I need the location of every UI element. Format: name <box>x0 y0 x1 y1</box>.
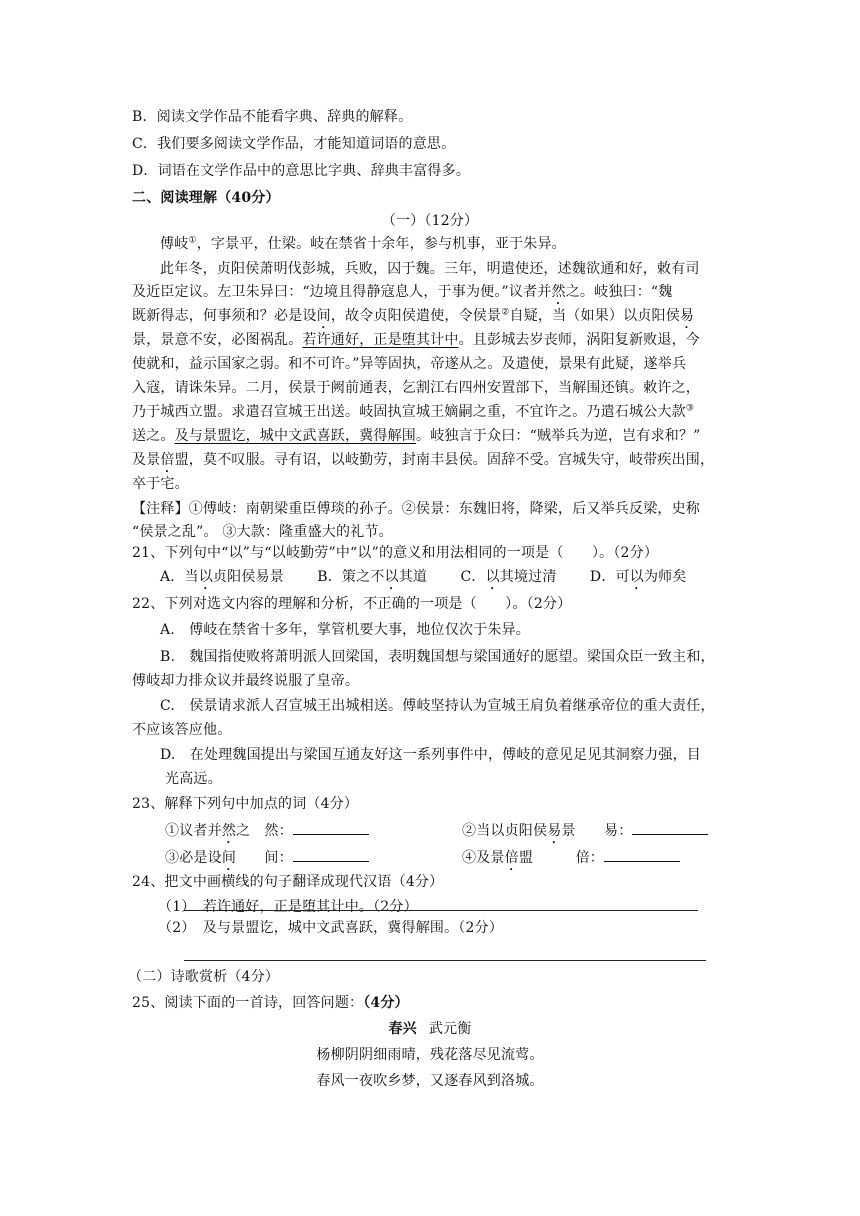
passage-line <box>132 425 701 447</box>
footnote-marker: ③ <box>685 403 695 414</box>
footnote-marker: ② <box>501 307 510 318</box>
passage-line: 入寇，请诛朱异。二月，侯景于阙前通表，乞割江右四州安置部下，当解围还镇。敕许之， <box>132 380 700 396</box>
passage-text: 。且彭城去岁丧师，涡阳复新败退，今 <box>458 332 701 348</box>
option-a: A．当以贞阳侯易景 <box>160 569 284 585</box>
passage-line: 此年冬，贞阳侯萧明伐彭城，兵败，囚于魏。三年，明遣使还，述魏欲通和好，敕有司 <box>160 261 700 277</box>
question-23-item-4: ④及景倍盟 倍： <box>462 845 680 874</box>
question-21-stem: 21、下列句中“以”与“以岐勤劳”中“以”的意义和用法相同的一项是（ ）。（2分） <box>132 545 659 561</box>
option-d: D．可以为师矣 <box>589 569 687 585</box>
passage-paragraph-1 <box>160 233 566 255</box>
poem-line-2: 春风一夜吹乡梦，又逐春风到洛城。 <box>316 1073 544 1089</box>
underlined-sentence: 及与景盟讫，城中文武喜跃，冀得解围 <box>174 428 417 444</box>
passage-text: 乃于城西立盟。求遣召宣城王出送。岐固执宣城王嫡嗣之重，不宜许之。乃遣石城公大款 <box>132 404 686 420</box>
question-24-sentence-2: （2） 及与景盟讫，城中文武喜跃，冀得解围。（2分） <box>158 920 504 936</box>
passage-heading: （一）（12分） <box>381 213 479 229</box>
option-d: D．词语在文学作品中的意思比字典、辞典丰富得多。 <box>132 163 471 179</box>
question-24-sentence-1: （1） 若许通好，正是堕其计中。（2分） <box>158 899 418 915</box>
question-23-stem: 23、解释下列句中加点的词（4分） <box>132 796 359 812</box>
passage-text: 景，景意不安，必图祸乱。 <box>132 332 303 348</box>
passage-text: 之。岐独曰：“魏 <box>565 284 673 300</box>
question-24-stem: 24、把文中画横线的句子翻译成现代汉语（4分） <box>132 874 444 890</box>
dotted-word: 间 <box>316 308 331 324</box>
question-22-option-d-cont: 光高远。 <box>165 771 222 787</box>
option-b: B．阅读文学作品不能看字典、辞典的解释。 <box>132 109 413 125</box>
question-23-item-3: ③必是设间 间： <box>165 845 369 874</box>
annotation-line: “侯景之乱”。 ③大款：隆重盛大的礼节。 <box>132 524 393 540</box>
question-22-stem: 22、下列对选文内容的理解和分析，不正确的一项是（ ）。（2分） <box>132 596 572 612</box>
passage-text: 傅岐 <box>160 236 189 252</box>
option-c: C．我们要多阅读文学作品，才能知道词语的意思。 <box>132 136 456 152</box>
answer-blank[interactable] <box>604 845 680 862</box>
passage-text: 既新得志，何事须和？必是设 <box>132 308 317 324</box>
annotation-line: 【注释】①傅岐：南朝梁重臣傅琰的孙子。②侯景：东魏旧将，降梁，后又举兵反梁，史称 <box>132 501 700 517</box>
question-22-option-a: A. 傅岐在禁省十多年，掌管机要大事，地位仅次于朱异。 <box>160 622 530 638</box>
poem-author: 武元衡 <box>428 1021 472 1037</box>
dotted-word: 易 <box>679 308 695 324</box>
passage-text: ，故令贞阳侯遣使，令侯景 <box>330 308 502 324</box>
passage-line <box>132 401 694 423</box>
passage-text: 及近臣定议。左卫朱异曰：“边境且得静寇息人，于事为便。”议者并 <box>132 284 552 300</box>
dotted-word: 倍 <box>160 452 175 468</box>
question-23-item-2: ②当以贞阳侯易景 易： <box>462 818 708 847</box>
passage-line <box>132 281 672 308</box>
poem-title-line <box>0 1018 860 1040</box>
footnote-marker: ① <box>188 235 197 246</box>
question-22-option-c-cont: 不应该答应他。 <box>132 722 232 738</box>
answer-blank[interactable] <box>293 818 369 835</box>
option-b: B．策之不以其道 <box>317 569 428 585</box>
option-c: C．以其境过清 <box>460 569 557 585</box>
answer-line[interactable] <box>184 960 706 961</box>
question-22-option-d: D. 在处理魏国提出与梁国互通友好这一系列事件中，傅岐的意见足见其洞察力强，目 <box>160 747 701 763</box>
answer-line[interactable] <box>184 910 698 911</box>
question-21-options <box>160 566 687 593</box>
section-title: 二、阅读理解（40分） <box>132 190 280 206</box>
question-25-stem: 25、阅读下面的一首诗，回答问题：（4分） <box>132 995 409 1011</box>
question-23-item-1: ①议者并然之 然： <box>165 818 369 847</box>
poem-line-1: 杨柳阴阴细雨晴，残花落尽见流莺。 <box>316 1047 544 1063</box>
question-22-option-b-cont: 傅岐却力排众议并最终说服了皇帝。 <box>132 673 360 689</box>
passage-line: 卒于宅。 <box>132 476 189 492</box>
passage-text: 及景 <box>132 452 161 468</box>
passage-line <box>132 329 700 351</box>
passage-text: 盟，莫不叹服。寻有诏，以岐勤劳，封南丰县侯。固辞不受。宫城失守，岐带疾出围， <box>174 452 715 468</box>
passage-text: 自疑，当（如果）以贞阳侯 <box>509 308 680 324</box>
passage-text: 。岐独言于众曰：“贼举兵为逆，岂有求和？” <box>416 428 701 444</box>
underlined-sentence: 若许通好，正是堕其计中 <box>302 332 459 348</box>
question-22-option-c: C. 侯景请求派人召宣城王出城相送。傅岐坚持认为宣城王肩负着继承帝位的重大责任， <box>160 698 715 714</box>
poem-title: 春兴 <box>388 1021 417 1037</box>
dotted-word: 然 <box>551 284 566 300</box>
passage-line <box>132 305 694 332</box>
passage-text: ，字景平，仕梁。岐在禁省十余年，参与机事，亚于朱异。 <box>196 236 566 252</box>
poetry-section-heading: （二）诗歌赏析（4分） <box>128 969 280 985</box>
passage-line <box>132 449 714 476</box>
answer-blank[interactable] <box>632 818 708 835</box>
passage-text: 送之。 <box>132 428 175 444</box>
answer-blank[interactable] <box>293 845 369 862</box>
question-22-option-b: B. 魏国指使败将萧明派人回梁国，表明魏国想与梁国通好的愿望。梁国众臣一致主和， <box>160 649 715 665</box>
passage-line: 使就和，益示国家之弱。和不可许。”异等固执，帝遂从之。及遣使，景果有此疑，遂举兵 <box>132 356 687 372</box>
